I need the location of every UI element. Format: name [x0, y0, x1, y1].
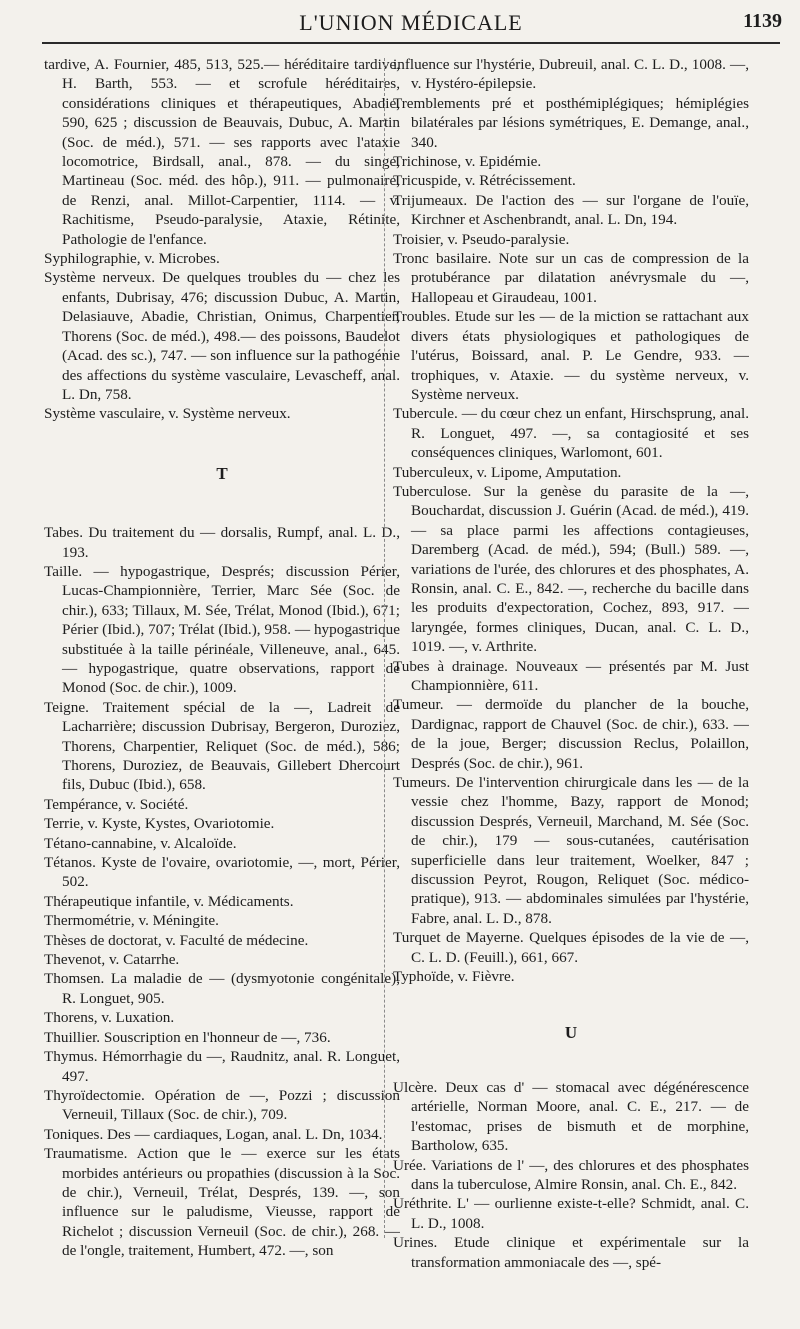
- index-entry: Thorens, v. Luxation.: [44, 1009, 175, 1027]
- index-entry: Teigne. Traitement spécial de la —, Ladreit de Lacharrière; discussion Dubrisay, Bergeron, Duroziez, Thorens, Charpentier, Reliquet (Soc. de méd.), 586; Thorens, Duroziez, de Beauvais, Gillebert Dhercourt fils, Dubuc (Ibid.), 658.: [44, 698, 400, 794]
- index-entry: Thymus. Hémorrhagie du —, Raudnitz, anal. R. Longuet, 497.: [44, 1048, 400, 1085]
- section-letter-u: U: [564, 1022, 578, 1042]
- index-entry: Toniques. Des — cardiaques, Logan, anal. L. Dn, 1034.: [44, 1125, 383, 1143]
- index-entry: Troubles. Etude sur les — de la miction se rattachant aux divers états physiologiques et pathologiques de l'utérus, Boissard, anal. P. Le Gendre, 933. — trophiques, v. Ataxie. — du système nerveux, v. Système nerveux.: [393, 308, 749, 403]
- index-entry: Urée. Variations de l' —, des chlorures et des phosphates dans la tuberculose, Almire Ronsin, anal. Ch. E., 842.: [393, 1156, 749, 1193]
- index-entry: Tumeur. — dermoïde du plancher de la bouche, Dardignac, rapport de Chauvel (Soc. de chir.), 633. — de la joue, Berger; discussion Reclus, Polaillon, Després (Soc. de chir.), 961.: [393, 696, 749, 772]
- left-column: [44, 55, 400, 1325]
- index-entry: Tronc basilaire. Note sur un cas de compression de la protubérance par dilatation anévrysmale du —, Hallopeau et Giraudeau, 1001.: [393, 250, 749, 306]
- index-entry: Ulcère. Deux cas d' — stomacal avec dégénérescence artérielle, Norman Moore, anal. C. E., 217. — de l'estomac, prises de bismuth et de morphine, Bartholow, 635.: [393, 1078, 749, 1155]
- index-entry: Thèses de doctorat, v. Faculté de médecine.: [44, 931, 309, 949]
- index-entry: Thevenot, v. Catarrhe.: [44, 951, 180, 969]
- index-entry: Thérapeutique infantile, v. Médicaments.: [44, 892, 294, 910]
- index-entry: Tubercule. — du cœur chez un enfant, Hirschsprung, anal. R. Longuet, 497. —, sa contagiosité et ses conséquences cliniques, Warlomont, 601.: [393, 405, 749, 462]
- index-entry: Tuberculeux, v. Lipome, Amputation.: [393, 463, 622, 481]
- index-entry: Thomsen. La maladie de — (dysmyotonie congénitale), R. Longuet, 905.: [44, 970, 400, 1007]
- index-entry: Système vasculaire, v. Système nerveux.: [44, 405, 291, 423]
- right-column: [393, 55, 749, 1325]
- index-entry: Trichinose, v. Epidémie.: [393, 153, 542, 171]
- index-entry: Tabes. Du traitement du — dorsalis, Rumpf, anal. L. D., 193.: [44, 524, 400, 561]
- index-entry: Trijumeaux. De l'action des — sur l'organe de l'ouïe, Kirchner et Aschenbrandt, anal. L. Dn, 194.: [393, 191, 749, 229]
- index-entry: Urines. Etude clinique et expérimentale sur la transformation ammoniacale des —, spé-: [393, 1234, 749, 1271]
- header-rule: [42, 42, 780, 44]
- index-entry: Typhoïde, v. Fièvre.: [393, 968, 515, 986]
- index-entry: Uréthrite. L' — ourlienne existe-t-elle? Schmidt, anal. C. L. D., 1008.: [393, 1195, 749, 1232]
- index-entry: Terrie, v. Kyste, Kystes, Ovariotomie.: [44, 815, 275, 833]
- index-entry: Tempérance, v. Société.: [44, 795, 189, 813]
- index-entry: Tubes à drainage. Nouveaux — présentés par M. Just Championnière, 611.: [393, 657, 749, 694]
- index-entry: Système nerveux. De quelques troubles du — chez les enfants, Dubrisay, 476; discussion Dubuc, A. Martin, Delasiauve, Abadie, Christian, Onimus, Charpentier, Thorens (Soc. de méd.), 498.— des poissons, Baudelot (Acad. des sc.), 747. — son influence sur la pathogénie des affections du système vasculaire, Levascheff, anal. L. Dn, 758.: [44, 269, 400, 403]
- index-entry: Traumatisme. Action que le — exerce sur les états morbides antérieurs ou propathies (discussion à la Soc. de chir.), Verneuil, Trélat, Després, 139. —, son influence sur le paludisme, Vieusse, rapport de Richelot ; discussion Verneuil (Soc. de chir.), 268. — de l'ongle, traitement, Humbert, 472. —, son: [44, 1145, 400, 1260]
- column-divider: [384, 58, 385, 1238]
- index-entry: Syphilographie, v. Microbes.: [44, 250, 220, 268]
- index-entry: Troisier, v. Pseudo-paralysie.: [393, 230, 570, 248]
- index-entry: influence sur l'hystérie, Dubreuil, anal. C. L. D., 1008. —, v. Hystéro-épilepsie.: [393, 56, 749, 93]
- index-entry: Tumeurs. De l'intervention chirurgicale dans les — de la vessie chez l'homme, Bazy, rapport de Monod; discussion Després, Verneuil, Marchand, M. Sée (Soc. de chir.), 179 — sous-cutanées, cautérisation superficielle dans leur traitement, Woelker, 847 ; discussion Peyrot, Rougon, Reliquet (Soc. médico-pratique), 913. — abdominales simulées par l'hystérie, Fabre, anal. L. D., 878.: [393, 774, 749, 927]
- index-entry: Thermométrie, v. Méningite.: [44, 912, 219, 930]
- index-entry: Tétanos. Kyste de l'ovaire, ovariotomie, —, mort, Périer, 502.: [44, 854, 400, 891]
- index-entry: Turquet de Mayerne. Quelques épisodes de la vie de —, C. L. D. (Feuill.), 661, 667.: [393, 929, 749, 966]
- page-number: 1139: [743, 10, 782, 32]
- index-entry: Tremblements pré et posthémiplégiques; hémiplégies bilatérales par lésions symétriques, E. Demange, anal., 340.: [393, 94, 749, 151]
- journal-title: L'UNION MÉDICALE: [299, 10, 523, 35]
- index-entry: Tuberculose. Sur la genèse du parasite de la —, Bouchardat, discussion J. Guérin (Acad. de méd.), 419. — sa place parmi les affections contagieuses, Daremberg (Acad. de méd.), 594; (Bull.) 589. —, variations de l'urée, des chlorures et des phosphates, A. Ronsin, anal. C. E., 842. —, recherche du bacille dans les produits d'expectoration, Cochez, 893, 917. — laryngée, formes cliniques, Ducan, anal. C. L. D., 1019. —, v. Arthrite.: [393, 482, 749, 656]
- running-head: [40, 6, 782, 38]
- index-entry: Thyroïdectomie. Opération de —, Pozzi ; discussion Verneuil, Tillaux (Soc. de chir.), 709.: [44, 1086, 400, 1124]
- index-entry: Taille. — hypogastrique, Després; discussion Périer, Lucas-Championnière, Terrier, Marc Sée (Soc. de chir.), 633; Tillaux, M. Sée, Trélat, Monod (Ibid.), 671; Périer (Ibid.), 707; Trélat (Ibid.), 958. — hypogastrique substituée à la taille périnéale, Villeneuve, anal., 645. — hypogastrique, quatre observations, rapport de Monod (Soc. de chir.), 1009.: [44, 562, 400, 697]
- section-letter-t: T: [216, 463, 228, 483]
- index-entry: tardive, A. Fournier, 485, 513, 525.— héréditaire tardive, H. Barth, 553. — et scrofule héréditaires, considérations cliniques et thérapeutiques, Abadie, 590, 625 ; discussion de Beauvais, Dubuc, A. Martin (Soc. de méd.), 571. — ses rapports avec l'ataxie locomotrice, Birdsall, anal., 878. — du singe, Martineau (Soc. méd. des hôp.), 911. — pulmonaire, de Renzi, anal. Millot-Carpentier, 1114. — v. Rachitisme, Pseudo-paralysie, Ataxie, Rétinite, Pathologie de l'enfance.: [44, 56, 400, 248]
- index-entry: Thuillier. Souscription en l'honneur de —, 736.: [44, 1028, 331, 1046]
- index-entry: Tétano-cannabine, v. Alcaloïde.: [44, 834, 237, 852]
- index-entry: Tricuspide, v. Rétrécissement.: [393, 172, 576, 190]
